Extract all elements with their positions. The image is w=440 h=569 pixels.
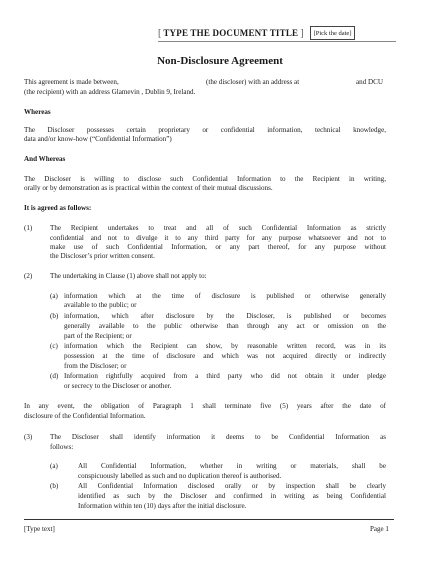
intro-line1b: (the discloser) with an address at bbox=[206, 78, 300, 86]
clause3-item-b-line3: Information within ten (10) days after the initial disclosure. bbox=[78, 502, 247, 510]
whereas-line1: The Discloser possesses certain proprietary or confidential information, technical knowledge, bbox=[24, 126, 386, 134]
and-whereas-line2: orally or by demonstration as is practical within the context of their mutual discussions. bbox=[24, 184, 273, 192]
clause2-item-d-label: (d) bbox=[50, 372, 59, 380]
and-whereas-line1: The Discloser is willing to disclose such Confidential Information to the Recipient in writing, bbox=[24, 175, 386, 183]
footer-type-text-placeholder[interactable]: [Type text] bbox=[24, 525, 55, 533]
clause3-number: (3) bbox=[24, 433, 33, 441]
clause1-line2: confidential and not to divulge it to any third party for any purpose whatsoever and not to bbox=[50, 234, 386, 242]
clause3-item-b-line2: identified as such by the Discloser and confirmed in writing as being Confidential bbox=[78, 492, 386, 500]
whereas-line2: data and/or know-how (“Confidential Information”) bbox=[24, 135, 172, 143]
page-title: Non-Disclosure Agreement bbox=[157, 55, 283, 67]
intro-line1a: This agreement is made between, bbox=[24, 78, 119, 86]
clause3-line1: The Discloser shall identify information it deems to be Confidential Information as bbox=[50, 433, 386, 441]
clause3-item-a-line2: conspicuously labelled as such and no duplication thereof is authorised. bbox=[78, 472, 282, 480]
clause2-item-b-line2: generally available to the public otherwise than through any act or omission on the bbox=[64, 322, 386, 330]
date-picker-placeholder[interactable]: [Pick the date] bbox=[310, 26, 356, 40]
clause2-item-a-line1: information which at the time of disclosure is published or otherwise generally bbox=[64, 292, 386, 300]
clause1-number: (1) bbox=[24, 224, 33, 232]
clause2-item-d-line1: Information rightfully acquired from a third party who did not obtain it under pledge bbox=[64, 372, 386, 380]
agreed-heading: It is agreed as follows: bbox=[24, 204, 92, 212]
clause3-item-b-label: (b) bbox=[50, 482, 59, 490]
any-event-line2: disclosure of the Confidential Information. bbox=[24, 412, 146, 420]
document-header bbox=[158, 26, 355, 40]
clause2-item-b-line1: information, which after disclosure by the Discloser, is published or becomes bbox=[64, 312, 386, 320]
whereas-heading: Whereas bbox=[24, 108, 51, 116]
clause1-line4: the Discloser’s prior written consent. bbox=[50, 252, 155, 260]
clause2-item-a-line2: available to the public; or bbox=[64, 301, 137, 309]
clause2-item-b-label: (b) bbox=[50, 312, 59, 320]
clause2-item-a-label: (a) bbox=[50, 292, 58, 300]
clause2-item-d-line2: or secrecy to the Discloser or another. bbox=[64, 382, 172, 390]
page-number: Page 1 bbox=[370, 525, 389, 533]
open-bracket: [ bbox=[158, 27, 162, 39]
clause3-item-b-line1: All Confidential Information disclosed orally or by inspection shall be clearly bbox=[78, 482, 386, 490]
clause2-number: (2) bbox=[24, 272, 33, 280]
clause3-item-a-label: (a) bbox=[50, 462, 58, 470]
clause3-line2: follows: bbox=[50, 443, 74, 451]
clause2-line1: The undertaking in Clause (1) above shall not apply to: bbox=[50, 272, 207, 280]
clause2-item-c-line3: from the Discloser; or bbox=[64, 362, 127, 370]
close-bracket: ] bbox=[300, 27, 304, 39]
intro-line2: (the recipient) with an address Glamevin , Dublin 9, Ireland. bbox=[24, 88, 196, 96]
intro-line1c: and DCU bbox=[356, 78, 383, 86]
document-title-placeholder[interactable]: TYPE THE DOCUMENT TITLE bbox=[163, 28, 299, 38]
and-whereas-heading: And Whereas bbox=[24, 155, 66, 163]
clause2-item-c-line1: information which the Recipient can show, by reasonable written record, was in its bbox=[64, 342, 386, 350]
header-rule bbox=[158, 41, 396, 42]
clause1-line1: The Recipient undertakes to treat and all of such Confidential Information as strictly bbox=[50, 224, 386, 232]
clause3-item-a-line1: All Confidential Information, whether in writing or materials, shall be bbox=[78, 462, 386, 470]
footer-rule bbox=[24, 519, 394, 520]
clause1-line3: make use of such Confidential Information, or any part thereof, for any purpose without bbox=[50, 243, 386, 251]
any-event-line1: In any event, the obligation of Paragraph 1 shall terminate five (5) years after the date of bbox=[24, 402, 386, 410]
clause2-item-c-label: (c) bbox=[50, 342, 58, 350]
clause2-item-c-line2: possession at the time of disclosure and which was not acquired directly or indirectly bbox=[64, 352, 386, 360]
clause2-item-b-line3: part of the Recipient; or bbox=[64, 332, 132, 340]
